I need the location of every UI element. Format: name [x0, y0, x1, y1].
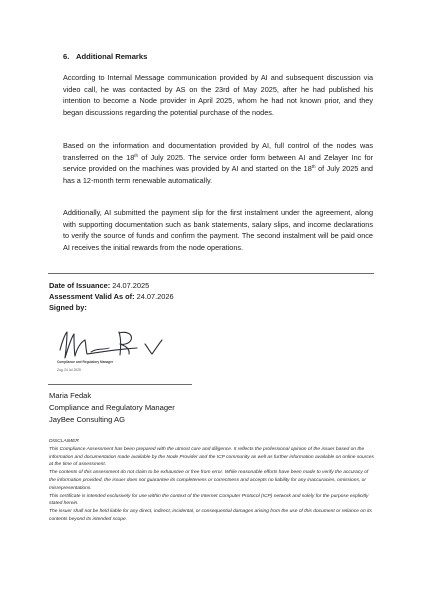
signature-date: Zug, 24 Jul 2025	[57, 368, 81, 372]
section-divider	[48, 273, 374, 274]
signed-by	[49, 302, 87, 313]
signer-name: Maria Fedak	[49, 391, 92, 400]
disclaimer	[49, 438, 374, 524]
disclaimer-heading: DISCLAIMER	[49, 439, 79, 444]
signer-title: Compliance and Regulatory Manager	[49, 403, 175, 412]
disclaimer-line: This Compliance Assessment has been prepared with the utmost care and diligence. It reflects the professional opinion of the issuer based on the information and documentation made available by the Node Provider and the ICP community as well as further information available on online sources at the time of assessment.	[49, 446, 374, 468]
signature-caption: Compliance and Regulatory Manager	[57, 360, 114, 364]
paragraph-node-transfer	[63, 140, 373, 186]
date-of-issuance	[49, 280, 149, 291]
assessment-valid-value: 24.07.2026	[134, 292, 174, 301]
signer-company: JayBee Consulting AG	[49, 415, 125, 424]
assessment-valid-label: Assessment Valid As of:	[49, 292, 135, 301]
ordinal-suffix: th	[311, 164, 316, 170]
ordinal-suffix: th	[134, 152, 139, 158]
date-of-issuance-label: Date of Issuance:	[49, 281, 111, 290]
assessment-valid-as-of	[49, 291, 174, 302]
paragraph-payment-details: Additionally, AI submitted the payment slip for the first instalment under the agreement, along with supporting documentation such as bank statements, salary slips, and income declarations to verify the source of funds and confirm the payment. The second instalment will be paid once AI receives the initial rewards from the node operations.	[63, 208, 373, 252]
date-of-issuance-value: 24.07.2025	[110, 281, 150, 290]
paragraph-contact-history: According to Internal Message communication provided by AI and subsequent discussion via video call, he was contacted by AS on the 23rd of May 2025, after he had published his intention to become a Node provider in April 2025, whom he had not known prior, and they began discussions regarding the potential purchase of the nodes.	[63, 73, 373, 117]
signed-by-label: Signed by:	[49, 303, 87, 312]
signature-line	[48, 384, 192, 385]
section-title: Additional Remarks	[76, 52, 148, 61]
section-heading	[63, 52, 147, 61]
section-number: 6.	[63, 52, 70, 61]
disclaimer-line: The contents of this assessment do not claim to be exhaustive or free from error. While reasonable efforts have been made to verify the accuracy of the information provided, the issuer does not guarantee its completeness or correctness and accepts no liability for any inaccuracies, omissions, or misrepresentations.	[49, 470, 369, 491]
paragraph-node-transfer-part-c: of July 2025 and has a 12-month term renewable automatically.	[63, 164, 373, 185]
disclaimer-line: The issuer shall not be held liable for any direct, indirect, incidental, or consequential damages arising from the use of this document or reliance on its contents beyond its intended scope.	[49, 509, 372, 522]
paragraph-node-transfer-part-b: of July 2025. The service order form between AI and Zelayer Inc for service provided on the machines was provided by AI and started on the 18	[63, 152, 373, 174]
paragraph-node-transfer-part-a: Based on the information and documentation provided by AI, full control of the nodes was transferred on the 18	[63, 141, 373, 162]
disclaimer-line: This certificate is intended exclusively for use within the context of the Internet Computer Protocol (ICP) network and solely for the purpose explicitly stated herein.	[49, 493, 369, 507]
